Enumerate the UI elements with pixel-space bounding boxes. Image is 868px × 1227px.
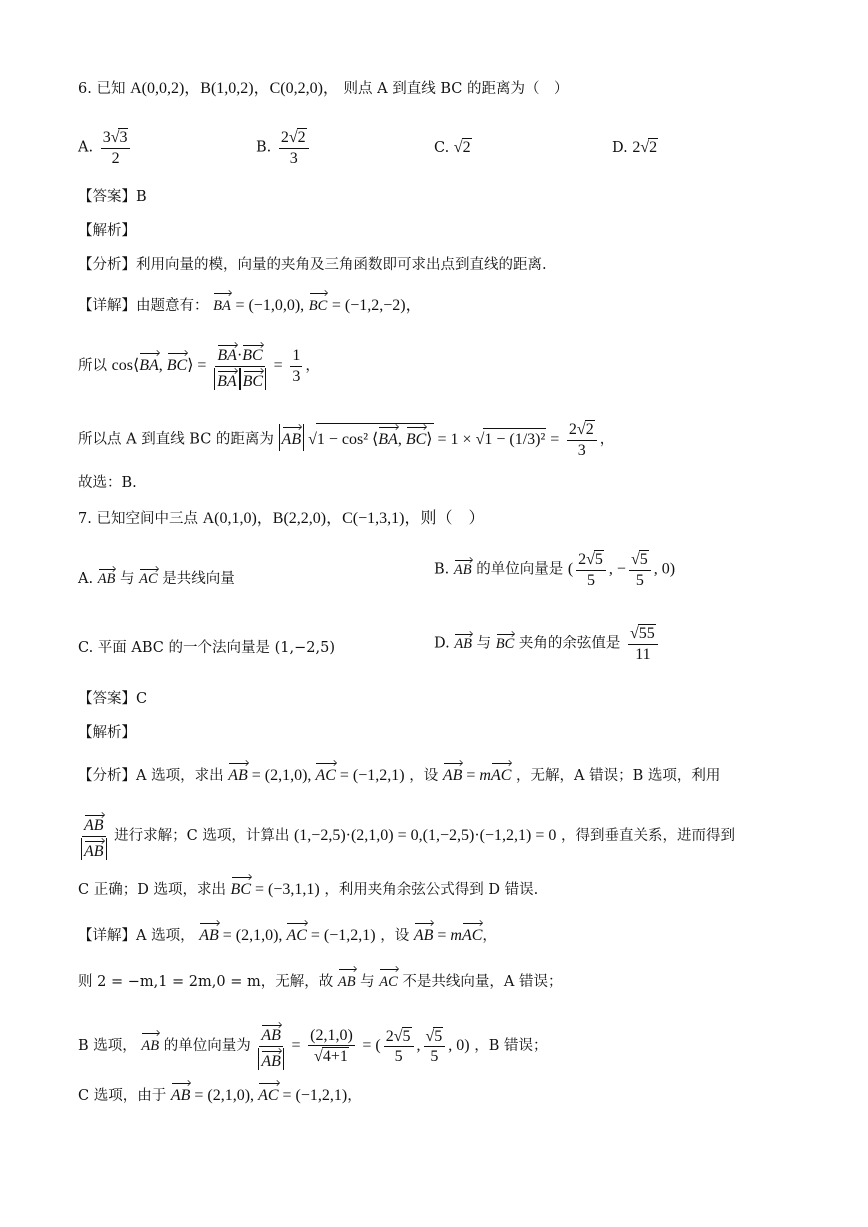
q7-detail-2: 则 2 = −m,1 = 2m,0 = m，无解，故 AB 与 AC 不是共线向量，A 错误；: [78, 966, 563, 993]
q6-answer: 【答案】B: [78, 189, 147, 205]
q6-distance: 所以点 A 到直线 BC 的距离为 AB √1 − cos² ⟨BA, BC⟩ = 1 × √1 − (1/3)² = $\frac{2√2}{3}$ ，: [78, 421, 615, 459]
q6-points: A(0,0,2)，B(1,0,2)，C(0,2,0)，: [130, 80, 339, 97]
q7-option-c: C. 平面 ABC 的一个法向量是 (1,−2,5): [78, 640, 335, 656]
q6-option-b: B. $\frac{2√2}{3}$: [256, 128, 312, 167]
q7-detail-4: C 选项，由于 AB = (2,1,0), AC = (−1,2,1)，: [78, 1080, 362, 1107]
q7-detail-1: 【详解】A 选项， AB = (2,1,0), AC = (−1,2,1) ，设 AB = mAC，: [78, 920, 497, 947]
q7-option-d: D. AB 与 BC 夹角的余弦值是 $\frac{√55}{11}$: [434, 624, 661, 663]
q7-fenxi-1: 【分析】A 选项，求出 AB = (2,1,0), AC = (−1,2,1) ，设 AB = mAC ，无解，A 错误；B 选项，利用: [78, 760, 720, 787]
q7-option-b: B. AB 的单位向量是 ( $\frac{2√5}{5}$ , − $\frac{√5}{5}$ , 0): [434, 551, 676, 589]
q6-choose: 故选：B.: [78, 475, 137, 491]
q7-answer: 【答案】C: [78, 691, 148, 707]
q6-stem: 6. 已知 A(0,0,2)，B(1,0,2)，C(0,2,0)， 则点 A 到直线 BC 的距离为（ ）: [78, 80, 569, 97]
q7-option-a: A. AB 与 AC 是共线向量: [78, 566, 235, 588]
q6-option-a: A. $\frac{3√3}{2}$: [78, 128, 133, 167]
q6-detail: 【详解】由题意有： BA = (−1,0,0), BC = (−1,2,−2)，: [78, 290, 422, 317]
q7-stem: 7. 已知空间中三点 A(0,1,0)，B(2,2,0)，C(−1,3,1)，则（ ）: [78, 510, 485, 527]
q7-fenxi-2: $\frac{AB}{AB}$ 进行求解；C 选项，计算出 (1,−2,5)·(2,1,0) = 0,(1,−2,5)·(−1,2,1) = 0 ，得到垂直关系，进而得到: [78, 812, 735, 860]
q7-fenxi-3: C 正确；D 选项，求出 BC = (−3,1,1) ，利用夹角余弦公式得到 D 错误.: [78, 874, 538, 901]
q6-option-d: D. 2√2: [612, 139, 658, 156]
q7-analysis: 【解析】: [78, 725, 136, 741]
q7-detail-3: B 选项， AB 的单位向量为 $\frac{AB}{AB}$ = $\frac{(2,1,0)}{√4+1}$ = ( $\frac{2√5}{5}$ , $\frac{√5}{5}$ , 0) ，B 错误；: [78, 1022, 548, 1070]
q6-fenxi: 【分析】利用向量的模，向量的夹角及三角函数即可求出点到直线的距离.: [78, 257, 547, 273]
q6-option-c: C. √2: [434, 139, 471, 156]
q6-cos: 所以 cos⟨BA, BC⟩ = $\frac{BA\cdot BC}{\text{BA BC}}$ = $\frac{1}{3}$ ，: [78, 342, 320, 390]
q6-analysis: 【解析】: [78, 223, 136, 239]
